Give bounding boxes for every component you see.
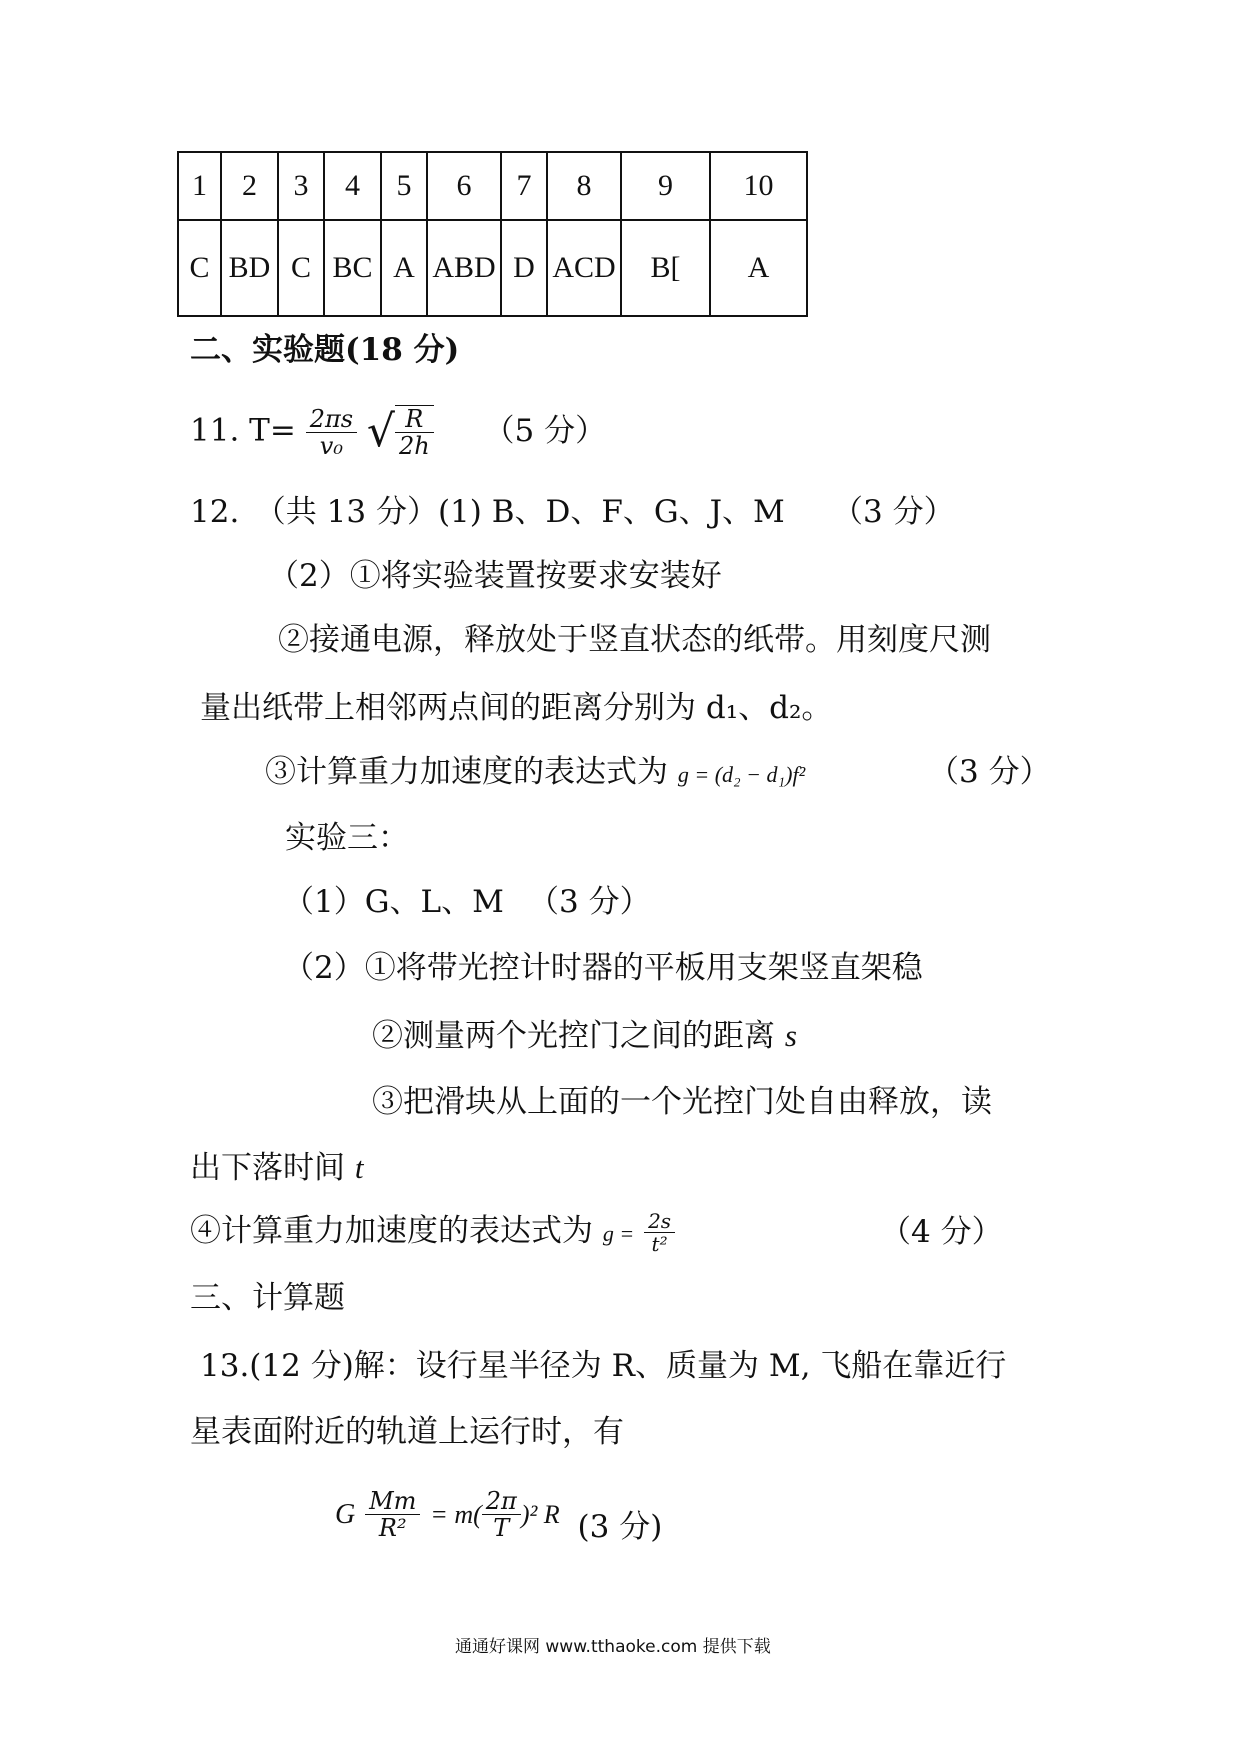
variable: t: [354, 1150, 364, 1185]
answer-cell: C: [178, 220, 221, 316]
question-number: 9: [621, 152, 710, 220]
score: （3 分）: [928, 754, 1051, 790]
step: [265, 752, 805, 795]
question-number: 4: [324, 152, 381, 220]
question-13-line: 13.(12 分)解：设行星半径为 R、质量为 M, 飞船在靠近行: [200, 1348, 1007, 1384]
section-title: 二、实验题(18 分): [190, 332, 460, 368]
fraction-numerator: Mm: [365, 1488, 420, 1515]
equation: [335, 1487, 663, 1545]
answer-cell: BC: [324, 220, 381, 316]
answer-cell: C: [278, 220, 324, 316]
fraction-denominator: 2h: [398, 432, 430, 460]
question-number: 3: [278, 152, 324, 220]
answer-table-answer-row: [178, 220, 807, 316]
sqrt-fraction: [395, 405, 434, 459]
step: （2）①将带光控计时器的平板用支架竖直架稳: [283, 950, 923, 986]
step: 量出纸带上相邻两点间的距离分别为 d₁、d₂。: [200, 690, 833, 726]
answer-table-header-row: [178, 152, 807, 220]
step-text: 出下落时间: [190, 1150, 345, 1186]
fraction-denominator: t²: [651, 1232, 668, 1256]
score: （5 分）: [483, 412, 607, 449]
step: （2）①将实验装置按要求安装好: [268, 558, 722, 594]
formula-prefix: T=: [249, 412, 296, 449]
fraction: [306, 406, 357, 459]
question-number: 7: [501, 152, 547, 220]
fraction-numerator: 2s: [644, 1210, 675, 1233]
formula-lhs: g =: [602, 1221, 635, 1246]
step: （1）G、L、M: [283, 884, 504, 920]
eq-end: )² R: [520, 1500, 560, 1529]
step: ②接通电源，释放处于竖直状态的纸带。用刻度尺测: [278, 622, 991, 658]
variable: s: [784, 1018, 797, 1053]
answer-cell: B[: [621, 220, 710, 316]
fraction-denominator: v₀: [319, 431, 343, 460]
fraction-denominator: T: [493, 1514, 510, 1542]
step: [372, 1016, 797, 1056]
question-number: 2: [221, 152, 278, 220]
answer-cell: D: [501, 220, 547, 316]
question-number: 6: [427, 152, 501, 220]
step: [190, 1210, 675, 1255]
step-text: ④计算重力加速度的表达式为: [190, 1213, 593, 1249]
eq-g: G: [335, 1499, 356, 1530]
answer-cell: A: [710, 220, 807, 316]
sqrt-sign: √: [366, 406, 395, 457]
score: （3 分）: [832, 494, 955, 530]
answer-cell: ABD: [427, 220, 501, 316]
fraction-numerator: R: [395, 406, 434, 433]
question-11: [190, 405, 606, 459]
question-label: 11.: [190, 412, 240, 449]
step: ③把滑块从上面的一个光控门处自由释放，读: [372, 1084, 992, 1120]
score: （4 分）: [880, 1214, 1003, 1250]
section-title: 三、计算题: [190, 1280, 345, 1316]
fraction: [644, 1210, 675, 1255]
formula: g = (d₂ − d₁)f²: [677, 762, 806, 787]
fraction: [365, 1488, 420, 1541]
question-number: 10: [710, 152, 807, 220]
fraction: [482, 1488, 521, 1541]
question-number: 5: [381, 152, 427, 220]
question-12-line: 12. （共 13 分）(1) B、D、F、G、J、M: [190, 494, 785, 530]
footer-text: 通通好课网 www.tthaoke.com 提供下载: [455, 1637, 771, 1657]
fraction-numerator: 2π: [482, 1488, 521, 1515]
answer-table: [177, 151, 808, 317]
answer-cell: BD: [221, 220, 278, 316]
step: [190, 1148, 363, 1188]
step-text: ②测量两个光控门之间的距离: [372, 1018, 775, 1054]
fraction-numerator: 2πs: [306, 406, 357, 433]
step-text: ③计算重力加速度的表达式为: [265, 754, 668, 790]
question-number: 1: [178, 152, 221, 220]
answer-cell: A: [381, 220, 427, 316]
answer-cell: ACD: [547, 220, 621, 316]
fraction-denominator: R²: [378, 1514, 407, 1542]
score: （3 分）: [528, 884, 651, 920]
score: (3 分): [577, 1509, 663, 1545]
question-13-line: 星表面附近的轨道上运行时，有: [190, 1414, 624, 1450]
eq-mid: = m(: [430, 1500, 482, 1529]
question-number: 8: [547, 152, 621, 220]
subsection-title: 实验三：: [285, 820, 409, 856]
